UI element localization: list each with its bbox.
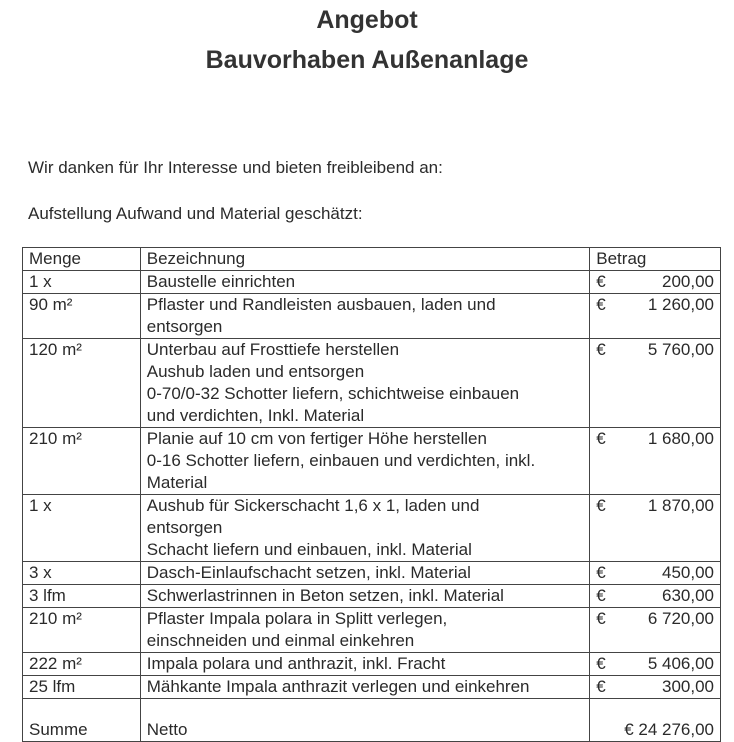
- cell-betrag: [590, 676, 721, 699]
- cell-betrag: [590, 294, 721, 339]
- table-row: [23, 562, 721, 585]
- description-line: entsorgen: [146, 317, 223, 336]
- description-line: Schacht liefern und einbauen, inkl. Material: [146, 540, 472, 559]
- list-heading: Aufstellung Aufwand und Material geschätzt:: [28, 204, 363, 223]
- description-line: Impala polara und anthrazit, inkl. Fracht: [146, 654, 446, 673]
- cell-bezeichnung: [140, 653, 590, 676]
- description-line: einschneiden und einmal einkehren: [146, 631, 415, 650]
- table-row: [23, 608, 721, 653]
- cell-betrag: [590, 562, 721, 585]
- cell-bezeichnung: [140, 339, 590, 428]
- description-line: Planie auf 10 cm von fertiger Höhe herstellen: [146, 429, 487, 448]
- table-row: [23, 339, 721, 428]
- description-line: entsorgen: [146, 518, 223, 537]
- currency-symbol: €: [596, 586, 606, 605]
- table-row: [23, 495, 721, 562]
- table-row: [23, 271, 721, 294]
- table-row: [23, 428, 721, 495]
- column-header-bezeichnung: Bezeichnung: [140, 248, 590, 271]
- intro-text: Wir danken für Ihr Interesse und bieten freibleibend an:: [28, 158, 443, 177]
- cell-betrag: [590, 271, 721, 294]
- cell-betrag: [590, 653, 721, 676]
- description-line: Baustelle einrichten: [146, 272, 296, 291]
- cell-bezeichnung: [140, 271, 590, 294]
- cell-menge: 1 x: [23, 495, 141, 562]
- cell-betrag: [590, 585, 721, 608]
- currency-symbol: €: [596, 609, 606, 628]
- description-line: Mähkante Impala anthrazit verlegen und einkehren: [146, 677, 530, 696]
- column-header-menge: Menge: [23, 248, 141, 271]
- currency-symbol: €: [596, 272, 606, 291]
- cell-bezeichnung: [140, 676, 590, 699]
- amount-value: 300,00: [662, 677, 714, 696]
- amount-value: 1 260,00: [647, 295, 714, 314]
- cell-betrag: [590, 428, 721, 495]
- cell-bezeichnung: [140, 608, 590, 653]
- currency-symbol: €: [596, 677, 606, 696]
- cell-menge: 120 m²: [23, 339, 141, 428]
- amount-value: 1 870,00: [647, 496, 714, 515]
- description-line: 0-70/0-32 Schotter liefern, schichtweise einbauen: [146, 384, 520, 403]
- table-header-row: [23, 248, 721, 271]
- cell-betrag: [590, 608, 721, 653]
- cell-menge: 3 lfm: [23, 585, 141, 608]
- cell-menge: 222 m²: [23, 653, 141, 676]
- cell-bezeichnung: [140, 294, 590, 339]
- cell-menge: 25 lfm: [23, 676, 141, 699]
- description-line: Aushub für Sickerschacht 1,6 x 1, laden und: [146, 496, 480, 515]
- cell-betrag: [590, 495, 721, 562]
- description-line: Pflaster Impala polara in Splitt verlegen,: [146, 609, 448, 628]
- amount-value: 5 406,00: [647, 654, 714, 673]
- cell-menge: 90 m²: [23, 294, 141, 339]
- currency-symbol: €: [596, 340, 606, 359]
- cell-bezeichnung: [140, 585, 590, 608]
- description-line: und verdichten, Inkl. Material: [146, 406, 365, 425]
- cell-bezeichnung: [140, 495, 590, 562]
- currency-symbol: €: [596, 563, 606, 582]
- currency-symbol: €: [596, 496, 606, 515]
- amount-value: 5 760,00: [647, 340, 714, 359]
- cell-bezeichnung: [140, 562, 590, 585]
- cell-bezeichnung: [140, 428, 590, 495]
- amount-value: 630,00: [662, 586, 714, 605]
- column-header-betrag: Betrag: [590, 248, 721, 271]
- summary-row: [23, 699, 721, 742]
- cell-menge: 1 x: [23, 271, 141, 294]
- amount-value: 6 720,00: [647, 609, 714, 628]
- document-subtitle: Bauvorhaben Außenanlage: [205, 46, 529, 74]
- table-row: [23, 676, 721, 699]
- description-line: Unterbau auf Frosttiefe herstellen: [146, 340, 400, 359]
- table-row: [23, 585, 721, 608]
- quote-table: [22, 247, 721, 742]
- description-line: Material: [146, 473, 208, 492]
- amount-value: 1 680,00: [647, 429, 714, 448]
- description-line: 0-16 Schotter liefern, einbauen und verdichten, inkl.: [146, 451, 536, 470]
- description-line: Pflaster und Randleisten ausbauen, laden und: [146, 295, 496, 314]
- cell-betrag: [590, 339, 721, 428]
- currency-symbol: €: [596, 295, 606, 314]
- summary-description: Netto: [140, 699, 590, 742]
- description-line: Schwerlastrinnen in Beton setzen, inkl. Material: [146, 586, 504, 605]
- cell-menge: 210 m²: [23, 608, 141, 653]
- cell-menge: 3 x: [23, 562, 141, 585]
- description-line: Dasch-Einlaufschacht setzen, inkl. Material: [146, 563, 471, 582]
- document-title: Angebot: [316, 6, 418, 34]
- table-row: [23, 653, 721, 676]
- amount-value: 200,00: [662, 272, 714, 291]
- summary-total: € 24 276,00: [590, 699, 721, 742]
- currency-symbol: €: [596, 654, 606, 673]
- summary-label: Summe: [23, 699, 141, 742]
- table-row: [23, 294, 721, 339]
- description-line: Aushub laden und entsorgen: [146, 362, 365, 381]
- currency-symbol: €: [596, 429, 606, 448]
- cell-menge: 210 m²: [23, 428, 141, 495]
- amount-value: 450,00: [662, 563, 714, 582]
